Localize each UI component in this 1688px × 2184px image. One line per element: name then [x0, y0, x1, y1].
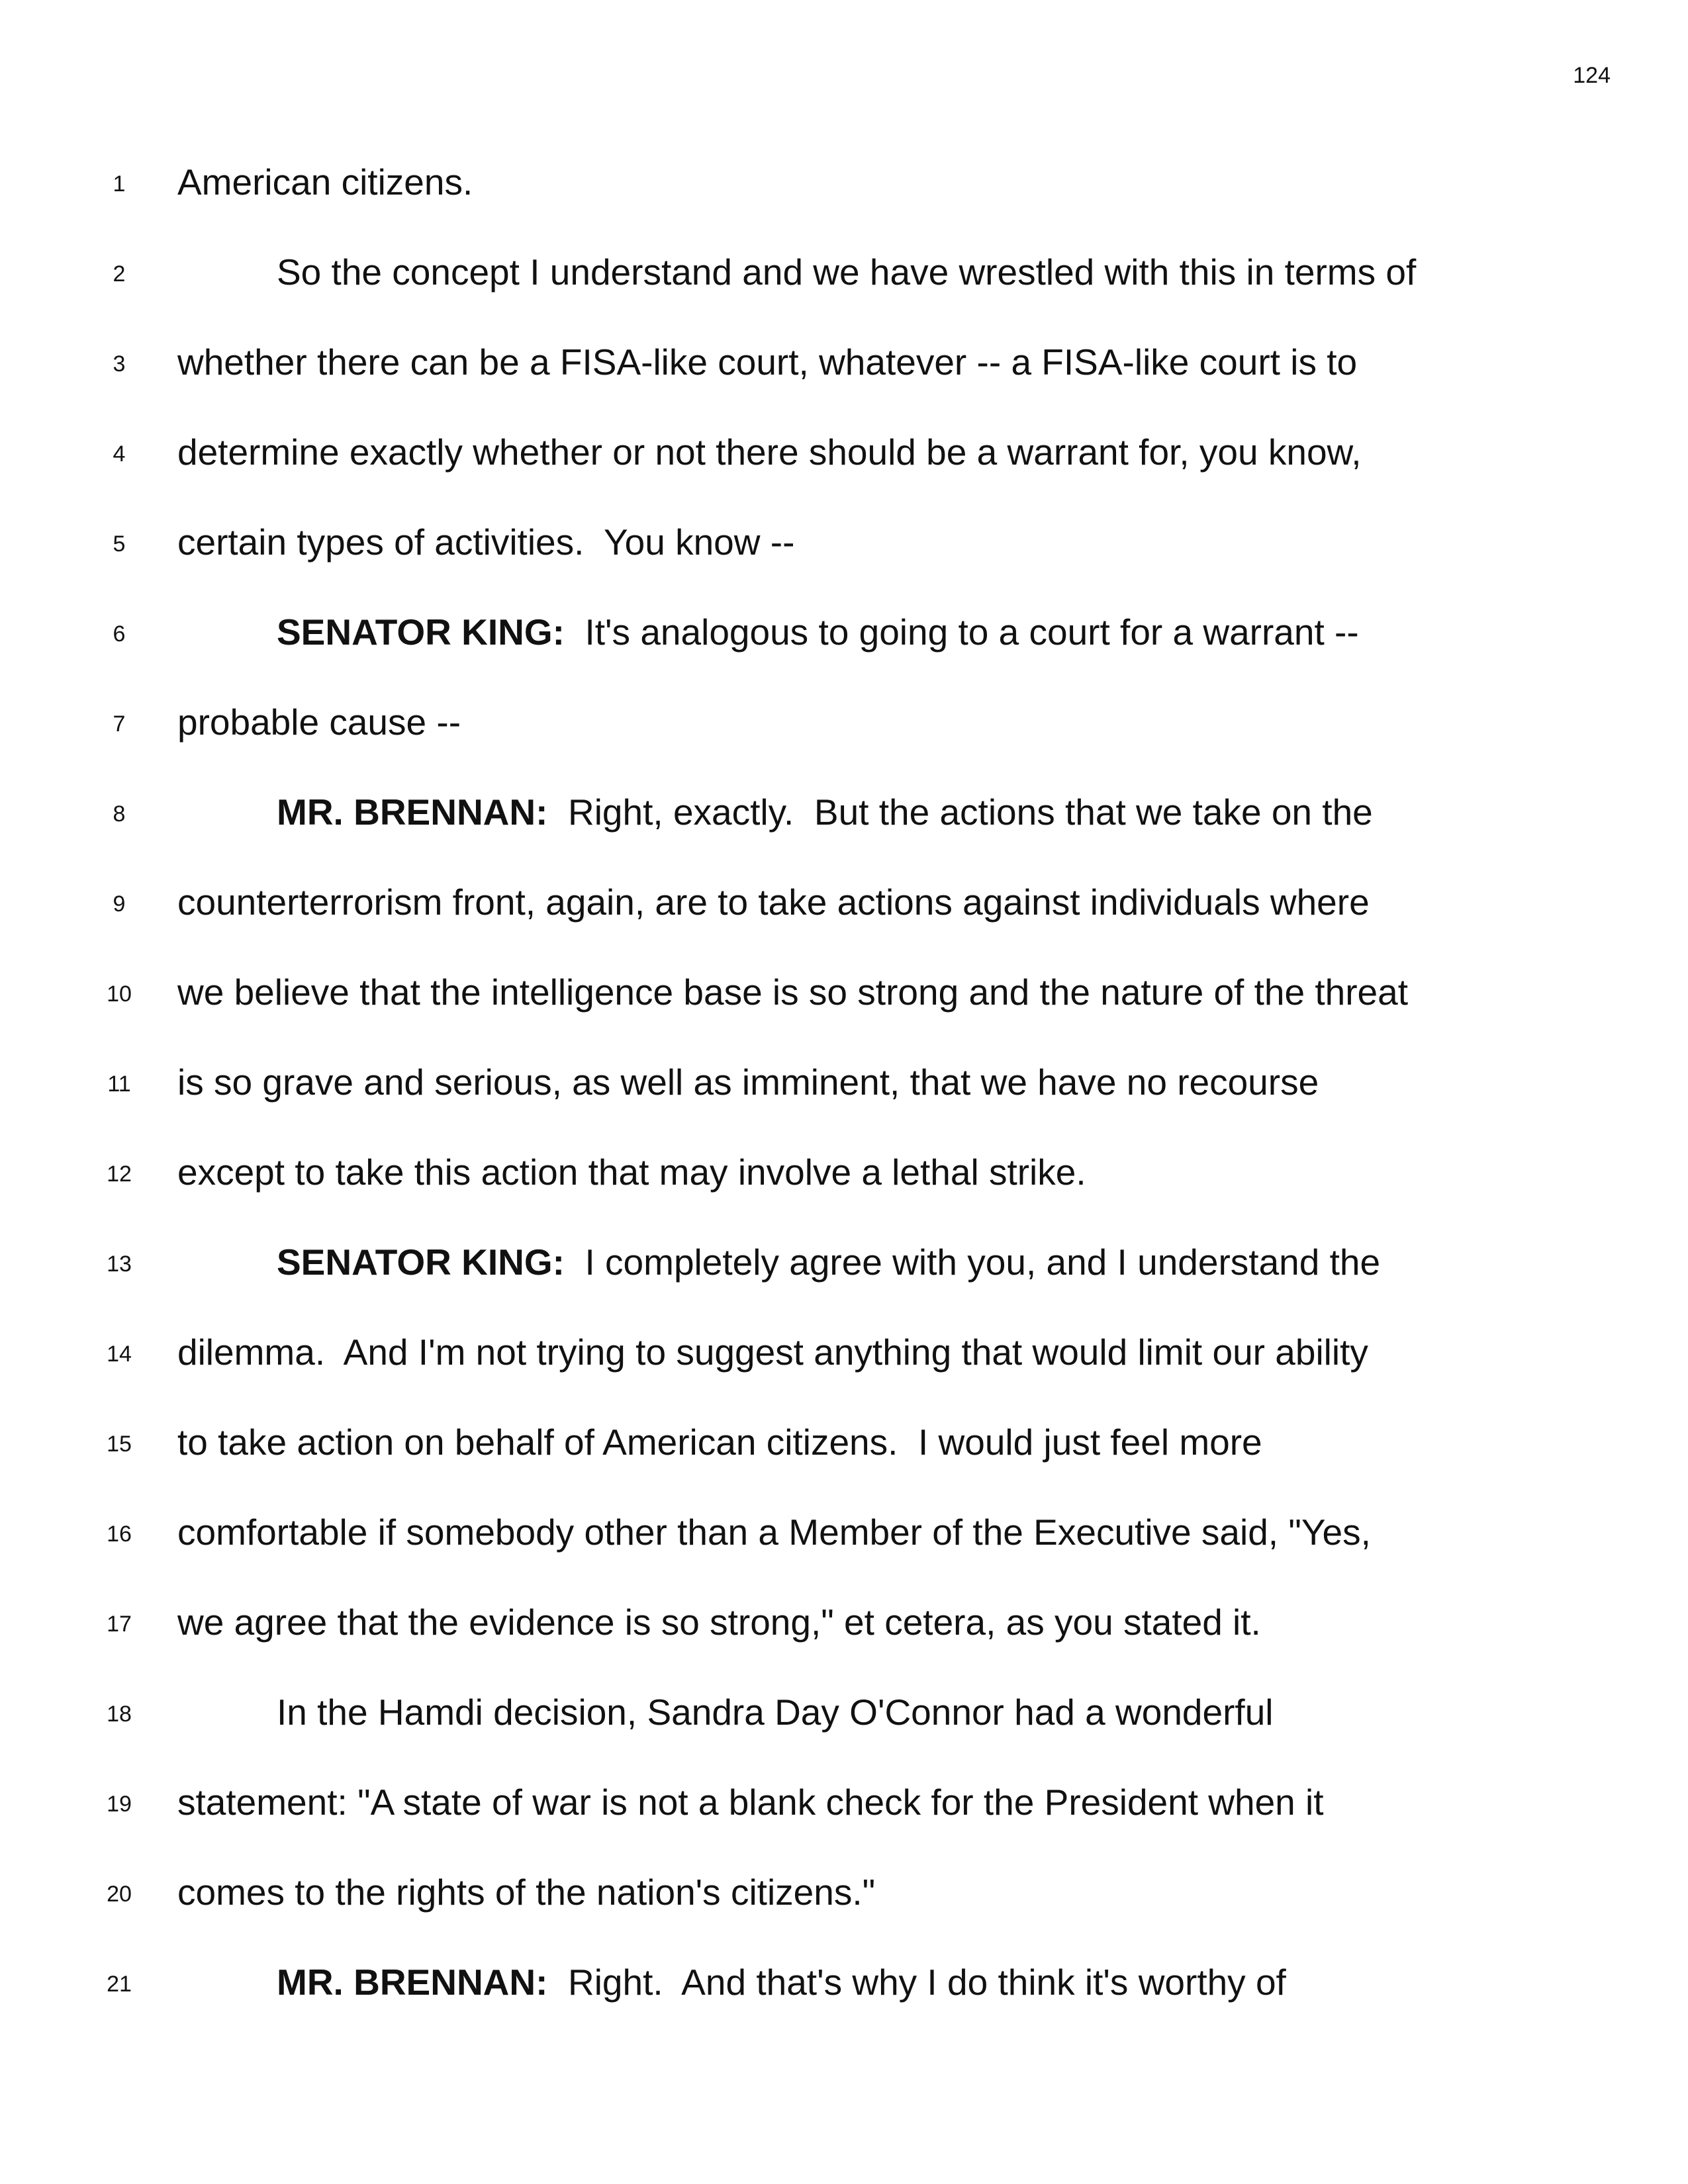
line-text: [277, 1240, 1380, 1284]
transcript-line: [0, 962, 1688, 1052]
line-content: determine exactly whether or not there should be a warrant for, you know,: [177, 432, 1362, 473]
transcript-line: [0, 1142, 1688, 1232]
line-number: 14: [107, 1342, 132, 1367]
transcript-line: [0, 872, 1688, 962]
line-content: probable cause --: [177, 702, 461, 743]
transcript-line: [0, 152, 1688, 242]
transcript-line: [0, 1682, 1688, 1772]
speaker-label: SENATOR KING:: [277, 1242, 565, 1283]
line-content: whether there can be a FISA-like court, whatever -- a FISA-like court is to: [177, 341, 1358, 383]
line-number: 6: [113, 621, 126, 647]
transcript-line: [0, 1952, 1688, 2042]
line-text: [177, 700, 461, 744]
line-number: 1: [113, 171, 126, 197]
line-text: [177, 970, 1408, 1014]
line-number: 9: [113, 891, 126, 917]
transcript-line: [0, 242, 1688, 332]
line-text: [277, 1690, 1274, 1734]
line-number: 4: [113, 441, 126, 467]
transcript-line: [0, 1772, 1688, 1862]
line-number: 5: [113, 531, 126, 557]
line-number: 7: [113, 711, 126, 737]
transcript-line: [0, 332, 1688, 422]
line-number: 12: [107, 1161, 132, 1187]
speaker-label: SENATOR KING:: [277, 612, 565, 653]
line-number: 3: [113, 351, 126, 377]
line-number: 2: [113, 261, 126, 287]
line-number: 11: [107, 1071, 131, 1097]
line-text: [177, 880, 1370, 924]
line-content: we agree that the evidence is so strong," et cetera, as you stated it.: [177, 1602, 1261, 1643]
line-text: [177, 1060, 1319, 1104]
line-text: [177, 430, 1362, 474]
line-content: certain types of activities. You know --: [177, 522, 795, 563]
line-text: [177, 1780, 1324, 1824]
line-text: [277, 250, 1416, 294]
line-text: [177, 1510, 1371, 1554]
speaker-label: MR. BRENNAN:: [277, 1962, 548, 2003]
line-number: 13: [107, 1251, 132, 1277]
line-content: we believe that the intelligence base is so strong and the nature of the threat: [177, 972, 1408, 1013]
transcript-line: [0, 512, 1688, 602]
transcript-line: [0, 1322, 1688, 1412]
line-number: 20: [107, 1882, 132, 1907]
transcript-body: [0, 152, 1688, 2042]
line-number: 16: [107, 1522, 132, 1547]
line-text: [177, 520, 794, 564]
line-content: American citizens.: [177, 161, 473, 203]
transcript-line: [0, 782, 1688, 872]
line-content: I completely agree with you, and I understand the: [564, 1242, 1381, 1283]
line-content: counterterrorism front, again, are to take actions against individuals where: [177, 882, 1370, 923]
line-text: [277, 610, 1359, 654]
line-text: [277, 1960, 1286, 2004]
line-content: comfortable if somebody other than a Member of the Executive said, "Yes,: [177, 1512, 1371, 1553]
transcript-line: [0, 1412, 1688, 1502]
transcript-line: [0, 1502, 1688, 1592]
line-content: to take action on behalf of American citizens. I would just feel more: [177, 1422, 1262, 1463]
line-text: [177, 160, 473, 204]
line-text: [177, 1600, 1261, 1644]
line-number: 8: [113, 801, 126, 827]
line-number: 18: [107, 1702, 132, 1727]
transcript-line: [0, 1232, 1688, 1322]
transcript-line: [0, 1052, 1688, 1142]
line-number: 21: [107, 1972, 132, 1997]
line-text: [177, 1870, 875, 1914]
line-content: So the concept I understand and we have wrestled with this in terms of: [277, 251, 1417, 293]
speaker-label: MR. BRENNAN:: [277, 792, 548, 833]
line-number: 15: [107, 1432, 132, 1457]
line-text: [177, 1330, 1368, 1374]
transcript-line: [0, 602, 1688, 692]
line-content: dilemma. And I'm not trying to suggest anything that would limit our ability: [177, 1332, 1368, 1373]
transcript-line: [0, 692, 1688, 782]
line-number: 10: [107, 981, 132, 1007]
line-content: except to take this action that may involve a lethal strike.: [177, 1152, 1086, 1193]
line-number: 17: [107, 1612, 132, 1637]
line-text: [177, 340, 1357, 384]
line-content: It's analogous to going to a court for a warrant --: [564, 612, 1359, 653]
line-number: 19: [107, 1792, 132, 1817]
line-content: Right, exactly. But the actions that we take on the: [547, 792, 1373, 833]
line-text: [177, 1420, 1262, 1464]
transcript-line: [0, 422, 1688, 512]
line-content: comes to the rights of the nation's citizens.": [177, 1872, 876, 1913]
line-content: Right. And that's why I do think it's worthy of: [547, 1962, 1286, 2003]
line-content: is so grave and serious, as well as imminent, that we have no recourse: [177, 1062, 1319, 1103]
transcript-line: [0, 1862, 1688, 1952]
line-content: statement: "A state of war is not a blank check for the President when it: [177, 1782, 1324, 1823]
line-content: In the Hamdi decision, Sandra Day O'Connor had a wonderful: [277, 1692, 1274, 1733]
page-number: 124: [1573, 63, 1611, 88]
line-text: [177, 1150, 1086, 1194]
line-text: [277, 790, 1373, 834]
transcript-line: [0, 1592, 1688, 1682]
